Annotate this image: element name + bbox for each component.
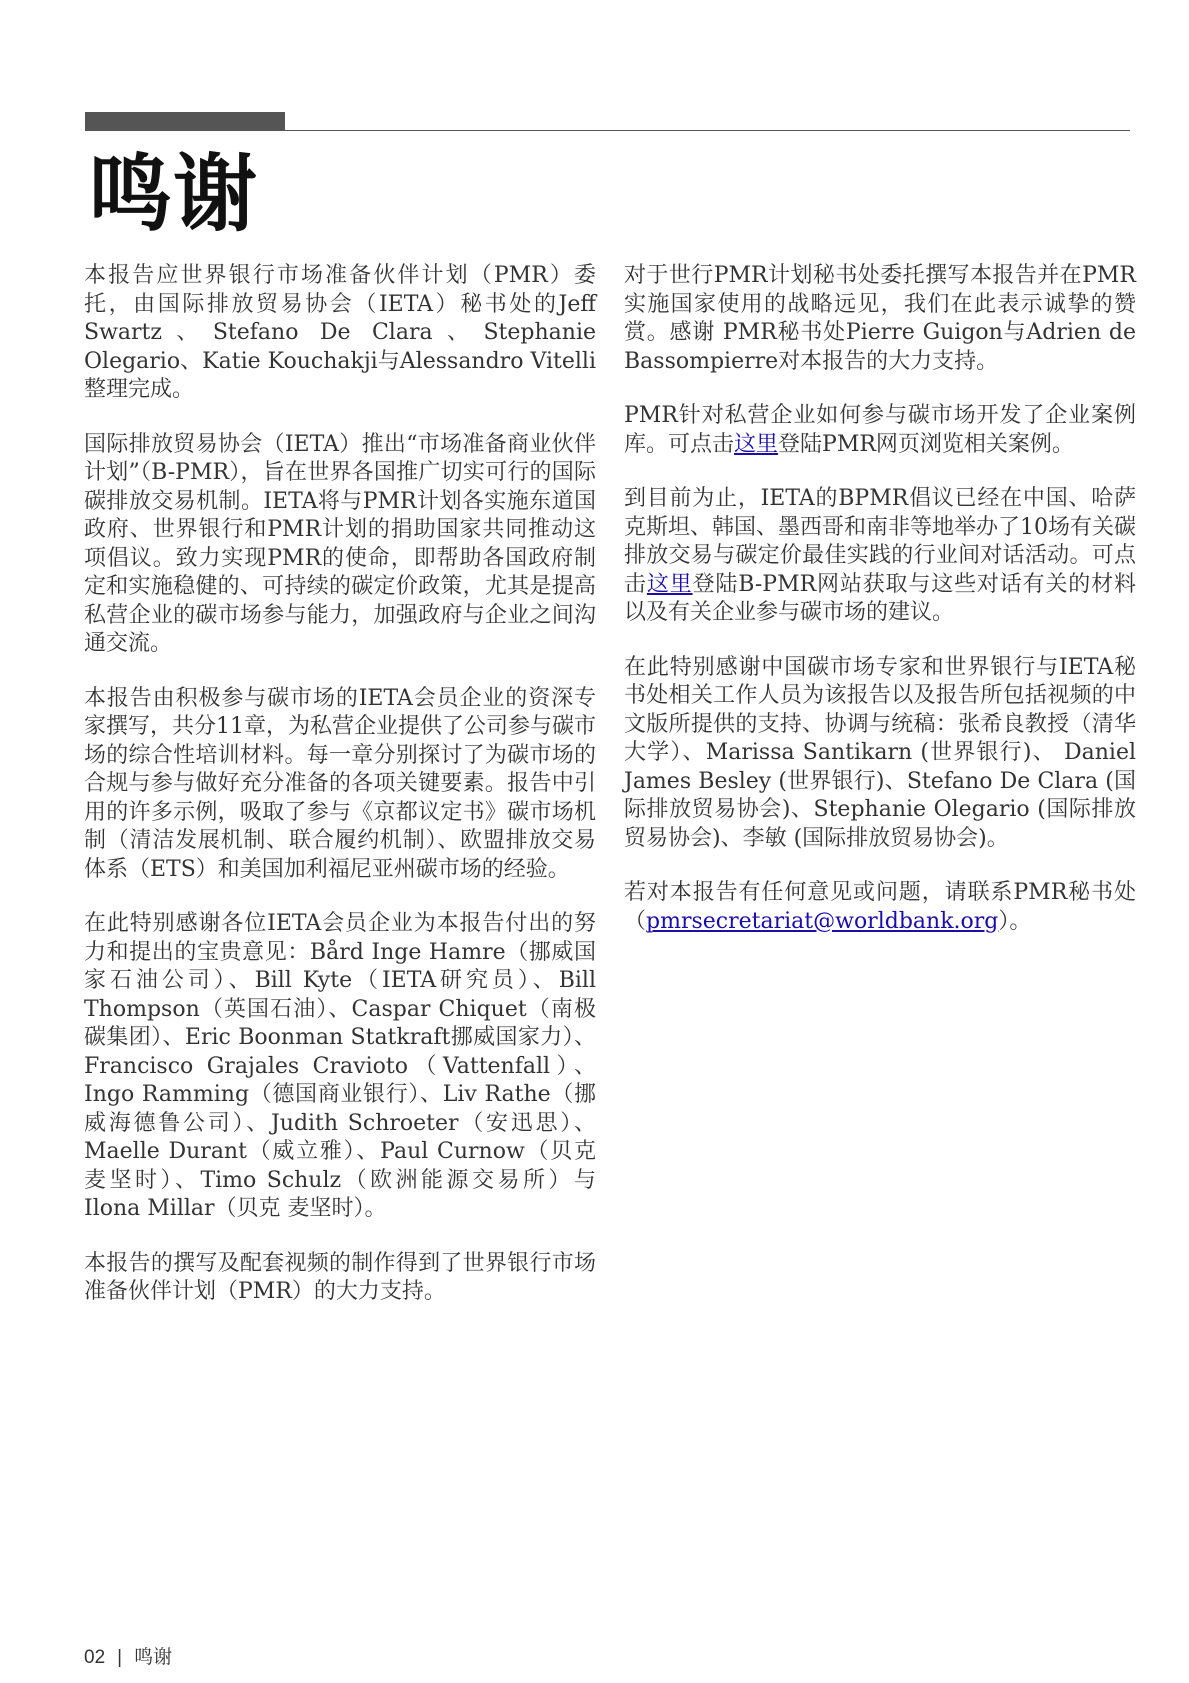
support-paragraph: 本报告的撰写及配套视频的制作得到了世界银行市场准备伙伴计划（PMR）的大力支持。 — [84, 1250, 596, 1304]
contact-paragraph — [624, 879, 1136, 936]
contact-text-before: 若对本报告有任何意见或问题，请联系PMR秘书处（ — [624, 880, 1136, 934]
dialogue-text-before: 到目前为止，IETA的BPMR倡议已经在中国、哈萨克斯坦、韩国、墨西哥和南非等地举办了10场有关碳排放交易与碳定价最佳实践的行业间对话活动。可点击 — [624, 486, 1136, 597]
dialogue-paragraph — [624, 485, 1136, 628]
footer-section-title: 鸣谢 — [134, 1647, 173, 1668]
bpmr-paragraph: 国际排放贸易协会（IETA）推出“市场准备商业伙伴计划”（B-PMR），旨在世界各国推广切实可行的国际碳排放交易机制。IETA将与PMR计划各实施东道国政府、世界银行和PMR计划的捐助国家共同推动这项倡议。致力实现PMR的使命，即帮助各国政府制定和实施稳健的、可持续的碳定价政策，尤其是提高私营企业的碳市场参与能力，加强政府与企业之间沟通交流。 — [84, 431, 596, 656]
header-rule — [85, 130, 1130, 131]
footer-separator: | — [117, 1647, 123, 1668]
case-library-paragraph — [624, 402, 1136, 459]
report-description-paragraph: 本报告由积极参与碳市场的IETA会员企业的资深专家撰写，共分11章，为私营企业提供了公司参与碳市场的综合性培训材料。每一章分别探讨了为碳市场的合规与参与做好充分准备的各项关键要素。报告中引用的许多示例，吸取了参与《京都议定书》碳市场机制（清洁发展机制、联合履约机制）、欧盟排放交易体系（ETS）和美国加利福尼亚州碳市场的经验。 — [84, 685, 596, 882]
chinese-version-thanks-paragraph: 在此特别感谢中国碳市场专家和世界银行与IETA秘书处相关工作人员为该报告以及报告所包括视频的中文版所提供的支持、协调与统稿：张希良教授（清华大学）、Marissa Santikarn (世界银行)、 Daniel James Besley (世界银行)、Stefano De Clara (国际排放贸易协会)、Stephanie Olegario (国际排放贸易协会)、李敏 (国际排放贸易协会)。 — [624, 654, 1136, 851]
header-accent-bar — [85, 112, 285, 130]
dialogue-text-after: 登陆B-PMR网站获取与这些对话有关的材料以及有关企业参与碳市场的建议。 — [624, 571, 1136, 625]
bpmr-website-link[interactable]: 这里 — [646, 571, 693, 597]
page-footer — [84, 1642, 172, 1669]
contact-email-link[interactable]: pmrsecretariat@worldbank.org — [646, 908, 999, 934]
right-column — [624, 262, 1136, 962]
secretariat-thanks-paragraph: 对于世行PMR计划秘书处委托撰写本报告并在PMR实施国家使用的战略远见，我们在此表示诚挚的赞赏。感谢 PMR秘书处Pierre Guigon与Adrien de Bassompierre对本报告的大力支持。 — [624, 263, 1136, 374]
page-number: 02 — [84, 1647, 106, 1668]
left-column — [84, 262, 596, 1333]
member-thanks-paragraph: 在此特别感谢各位IETA会员企业为本报告付出的努力和提出的宝贵意见：Bård Inge Hamre（挪威国家石油公司）、Bill Kyte（IETA研究员）、Bill Thompson（英国石油）、Caspar Chiquet（南极碳集团）、Eric Boonman Statkraft挪威国家力）、Francisco Grajales Cravioto（Vattenfall）、Ingo Ramming（德国商业银行）、Liv Rathe（挪威海德鲁公司）、Judith Schroeter（安迅思）、Maelle Durant（威立雅）、Paul Curnow（贝克 麦坚时）、Timo Schulz（欧洲能源交易所）与Ilona Millar（贝克 麦坚时）。 — [84, 911, 596, 1221]
contact-text-after: ）。 — [998, 908, 1032, 934]
case-library-text-before: PMR针对私营企业如何参与碳市场开发了企业案例库。可点击 — [624, 403, 1136, 457]
page-title: 鸣谢 — [88, 144, 259, 243]
case-library-link[interactable]: 这里 — [734, 431, 779, 457]
case-library-text-after: 登陆PMR网页浏览相关案例。 — [778, 431, 1074, 457]
intro-paragraph: 本报告应世界银行市场准备伙伴计划（PMR）委托，由国际排放贸易协会（IETA）秘书处的Jeff Swartz、Stefano De Clara、Stephanie Olegario、Katie Kouchakji与Alessandro Vitelli整理完成。 — [84, 263, 596, 402]
